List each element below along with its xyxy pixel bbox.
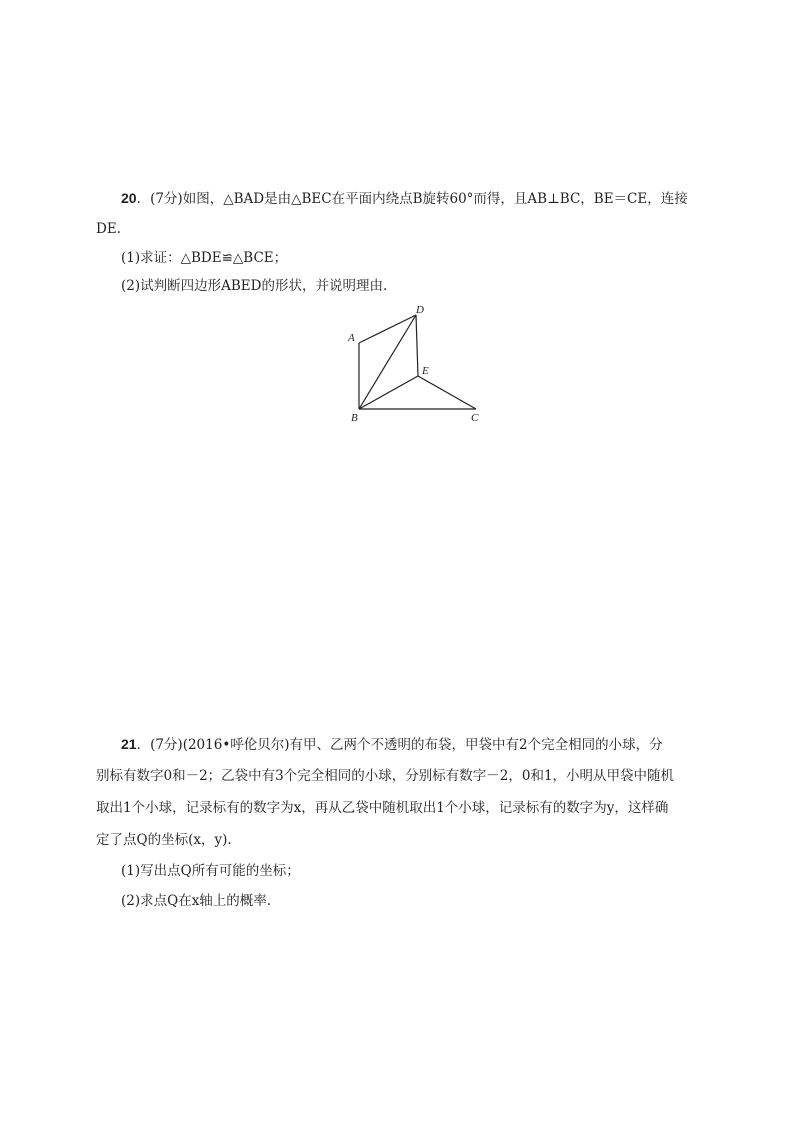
q21-text-1: ．(7分)(2016•呼伦贝尔)有甲、乙两个不透明的布袋，甲袋中有2个完全相同的小球，分: [136, 737, 663, 753]
point-label-a: A: [348, 332, 355, 344]
q20-geometry-figure: [340, 300, 490, 430]
q21-line-4: 定了点Q的坐标(x，y).: [96, 832, 232, 848]
q20-line-2: DE.: [96, 221, 121, 237]
q21-number: 21: [121, 736, 137, 752]
segment-de: [416, 315, 418, 376]
q21-line-1: [121, 735, 663, 754]
point-label-e: E: [422, 365, 429, 377]
q20-part-2: (2)试判断四边形ABED的形状，并说明理由.: [121, 278, 388, 294]
q20-number: 20: [121, 190, 137, 206]
point-label-d: D: [416, 304, 424, 316]
q20-part-1: (1)求证：△BDE≌△BCE；: [121, 250, 288, 266]
point-label-b: B: [351, 412, 358, 424]
segment-be: [359, 376, 418, 409]
point-label-c: C: [471, 412, 479, 424]
q21-part-2: (2)求点Q在x轴上的概率.: [121, 893, 272, 909]
q21-part-1: (1)写出点Q所有可能的坐标；: [121, 863, 300, 879]
segment-ec: [418, 376, 476, 409]
q20-line-1: [121, 189, 688, 208]
q21-line-3: 取出1个小球，记录标有的数字为x，再从乙袋中随机取出1个小球，记录标有的数字为y，这样确: [96, 800, 669, 816]
q21-line-2: 别标有数字0和－2；乙袋中有3个完全相同的小球，分别标有数字－2，0和1，小明从甲袋中随机: [96, 768, 675, 784]
q20-text-1: ．(7分)如图，△BAD是由△BEC在平面内绕点B旋转60°而得，且AB⊥BC，BE＝CE，连接: [136, 191, 688, 207]
